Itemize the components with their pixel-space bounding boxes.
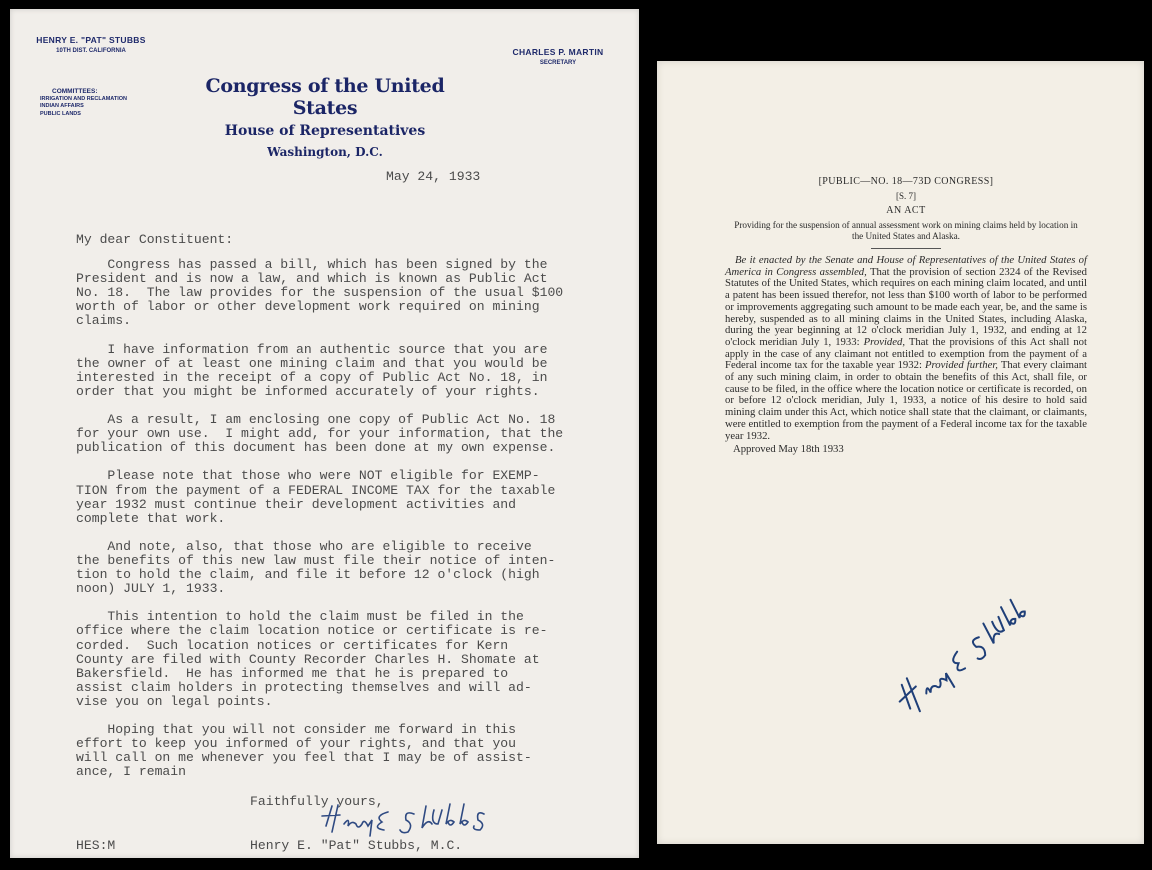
letter-paragraph: This intention to hold the claim must be filed in the office where the claim location notice or certificate is re- corded. Such location notices or certificates for Kern County are filed with County Recorder Charles H. Shomate at Bakersfield. He has informed me that he is prepared to assist claim holders in protecting themselves and will ad- vise you on legal points. — [76, 609, 548, 709]
congress-title-block — [180, 75, 470, 159]
approval-date: Approved May 18th 1933 — [733, 443, 844, 456]
letter-paragraph: I have information from an authentic source that you are the owner of at least one mining claim and that you would be interested in the receipt of a copy of Public Act No. 18, in order that you might be informed accurately of your rights. — [76, 341, 548, 399]
act-header: [PUBLIC—NO. 18—73D CONGRESS] — [818, 176, 994, 187]
act-provision: That the provision of section 2324 of the Revised Statutes of the United States, which requires on each mining claim located, and until a patent has been issued therefor, not less than $100 worth of labor to be performed or improvements aggregating such amount to be made each year, be, and the same is hereby, suspended as to all mining claims in the United States, including Alaska, during the year beginning at 12 o'clock meridian July 1, 1932, and ending at 12 o'clock meridian July 1, 1933: — [725, 265, 1087, 348]
member-letterhead — [30, 35, 152, 54]
letter-paragraph: Please note that those who were NOT eligible for EXEMP- TION from the payment of a FEDERAL INCOME TAX for the taxable year 1932 must continue their development activities and complete that work. — [76, 468, 556, 526]
committees-title: COMMITTEES: — [52, 88, 98, 95]
member-name: HENRY E. "PAT" STUBBS — [36, 35, 146, 45]
closing: Faithfully yours, — [250, 794, 384, 809]
proviso-label: Provided further, — [924, 359, 998, 372]
committee-item: PUBLIC LANDS — [40, 110, 81, 117]
act-title: AN ACT — [886, 205, 926, 216]
secretary-letterhead — [506, 47, 610, 66]
proviso-text: That every claimant of any such mining claim, in order to obtain the benefits of this Act, shall file, or cause to be filed, in the office where the location notice or certificate is recorded, on or before 12 o'clock meridian, July 1, 1933, a notice of his desire to hold said mining claim under this Act, which notice shall state that the claimant, or claimants, were entitled to exemption from the payment of a Federal income tax for the taxable year 1932. — [725, 359, 1088, 442]
salutation: My dear Constituent: — [76, 232, 234, 247]
committee-item: IRRIGATION AND RECLAMATION — [40, 95, 127, 102]
letter-paragraph: As a result, I am enclosing one copy of Public Act No. 18 for your own use. I might add, for your information, that the publication of this document has been done at my own expense. — [76, 412, 564, 456]
act-signature — [876, 590, 1046, 720]
letter-date: May 24, 1933 — [386, 169, 481, 184]
typist-initials: HES:M — [76, 838, 116, 853]
committees-list — [40, 88, 127, 118]
act-paragraph — [725, 255, 1087, 442]
letter-signature — [318, 802, 508, 840]
letter-paragraph: Congress has passed a bill, which has been signed by the President and is now a law, and which is known as Public Act No. 18. The law provides for the suspension of the usual $100 worth of labor or other development work required on mining claims. — [76, 257, 564, 329]
letter-body — [76, 258, 596, 794]
letter-paragraph: Hoping that you will not consider me forward in this effort to keep you informed of your rights, and that you will call on me whenever you feel that I may be of assist- ance, I remain — [76, 722, 532, 780]
secretary-title: SECRETARY — [539, 60, 577, 66]
member-district: 10TH DIST. CALIFORNIA — [56, 48, 126, 54]
act-text-block — [725, 176, 1087, 455]
act-description: Providing for the suspension of annual assessment work on mining claims held by location in the United States and Alaska. — [734, 220, 1078, 241]
proviso-label: Provided, — [863, 335, 906, 348]
location-title: Washington, D.C. — [267, 145, 383, 159]
divider — [871, 248, 941, 249]
act-body — [725, 255, 1087, 442]
committee-item: INDIAN AFFAIRS — [40, 103, 84, 109]
enacting-clause: Be it enacted by the Senate and House of Representatives of the United States of America in Congress assembled, — [725, 254, 1087, 278]
letter-paragraph: And note, also, that those who are eligible to receive the benefits of this new law must file their notice of inten- tion to hold the claim, and file it before 12 o'clock (high noon) JULY 1, 1933. — [76, 538, 556, 597]
act-bill-number: [S. 7] — [896, 191, 916, 201]
signer-name: Henry E. "Pat" Stubbs, M.C. — [250, 838, 463, 853]
congress-title: Congress of the United States — [205, 75, 445, 119]
proviso-text: That the provisions of this Act shall not apply in the case of any claimant not entitled to exemption from the payment of a Federal income tax for the taxable year 1932: — [725, 335, 1087, 372]
secretary-name: CHARLES P. MARTIN — [512, 47, 604, 57]
house-title: House of Representatives — [224, 123, 426, 139]
